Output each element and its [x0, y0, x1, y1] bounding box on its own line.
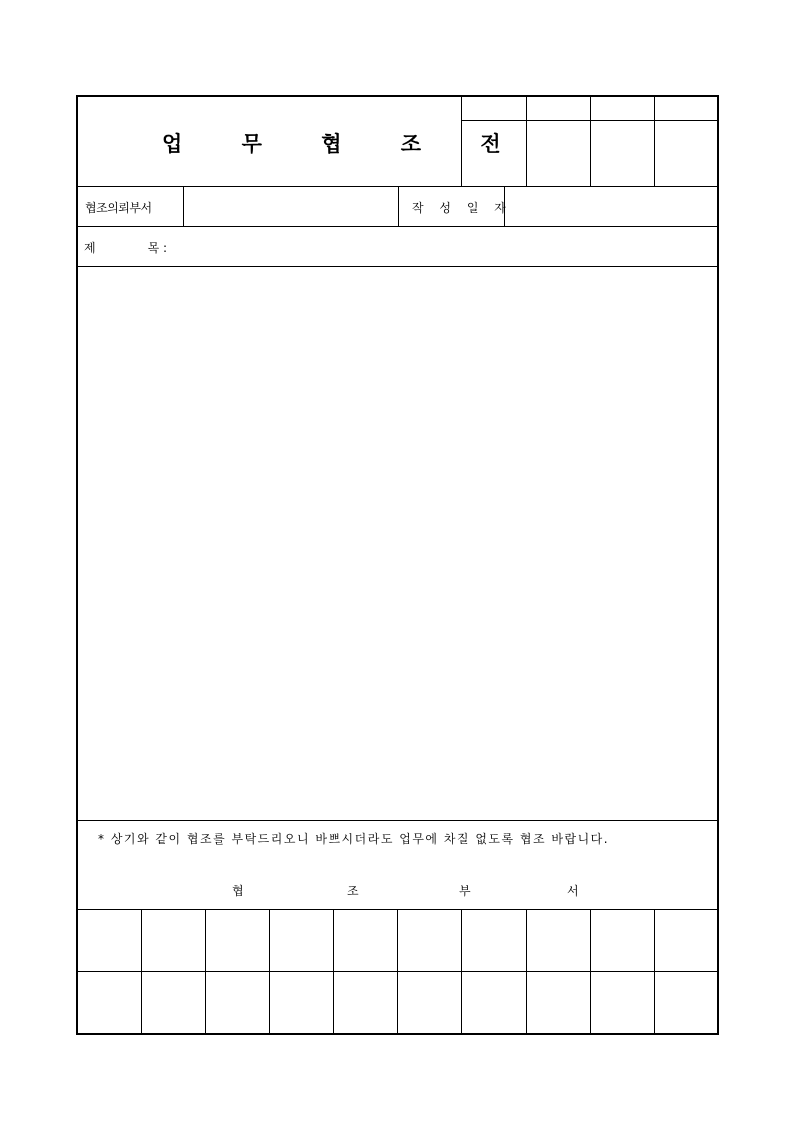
approval-header-cell-4[interactable]: [656, 98, 716, 118]
approval-sign-cell-3[interactable]: [592, 122, 652, 184]
approval-header-cell-3[interactable]: [592, 98, 652, 118]
divider-dept-row: [77, 226, 718, 227]
page-title: 업 무 협 조 전: [162, 131, 527, 156]
coop-dept-char: 부: [459, 884, 471, 898]
divider-subject-row: [77, 266, 718, 267]
subject-field[interactable]: [185, 230, 715, 262]
coop-grid-col-line: [397, 909, 398, 1034]
coop-grid-col-line: [590, 909, 591, 1034]
approval-sign-cell-2[interactable]: [528, 122, 588, 184]
coop-grid-col-line: [526, 909, 527, 1034]
date-label: 작 성 일 자: [412, 201, 512, 215]
approval-sign-cell-4[interactable]: [656, 122, 716, 184]
coop-grid-col-line: [654, 909, 655, 1034]
coop-grid-col-line: [461, 909, 462, 1034]
coop-grid-col-line: [141, 909, 142, 1034]
date-field[interactable]: [508, 190, 714, 222]
coop-grid-col-line: [269, 909, 270, 1034]
approval-col-line: [654, 96, 655, 186]
approval-col-line: [590, 96, 591, 186]
dept-row-col-line: [398, 186, 399, 226]
subject-label: [84, 242, 167, 254]
body-field[interactable]: [80, 270, 715, 816]
subject-label-part-2: 목 :: [147, 241, 168, 255]
approval-sign-cell-1[interactable]: [463, 122, 524, 184]
coop-grid-col-line: [205, 909, 206, 1034]
dept-row-col-line: [183, 186, 184, 226]
request-dept-field[interactable]: [188, 190, 394, 222]
approval-header-cell-2[interactable]: [528, 98, 588, 118]
coop-dept-char: 조: [347, 884, 359, 898]
cooperation-note: * 상기와 같이 협조를 부탁드리오니 바쁘시더라도 업무에 차질 없도록 협조 바랍니다.: [98, 832, 610, 846]
divider-body: [77, 820, 718, 821]
coop-grid-col-line: [333, 909, 334, 1034]
coop-dept-char: 협: [232, 884, 244, 898]
request-dept-label: 협조의뢰부서: [85, 201, 152, 215]
coop-dept-char: 서: [567, 884, 579, 898]
subject-label-part-1: 제: [84, 241, 96, 255]
approval-header-cell-1[interactable]: [463, 98, 524, 118]
